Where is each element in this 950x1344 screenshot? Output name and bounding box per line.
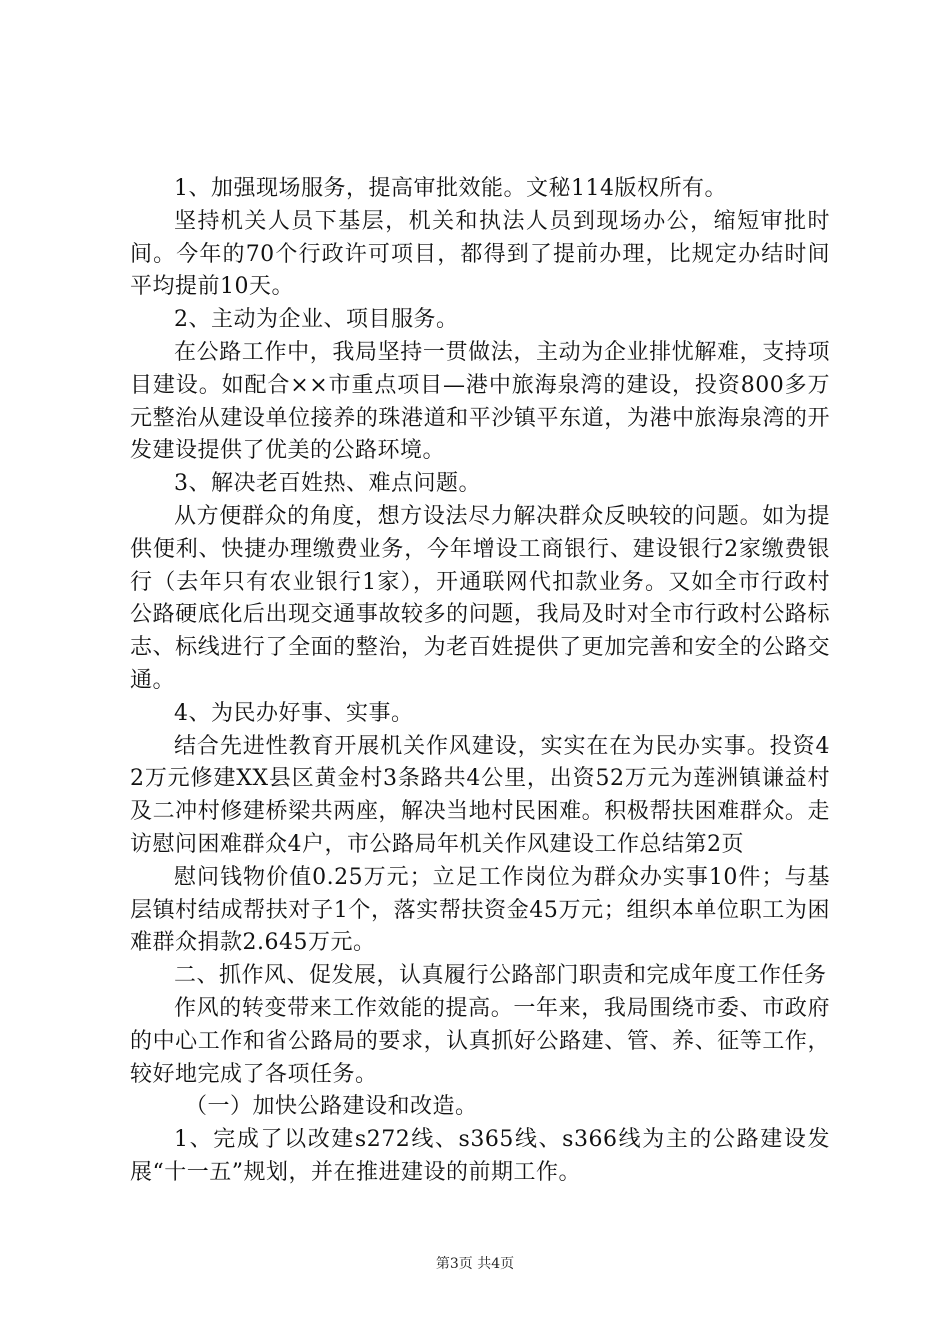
paragraph-4: 在公路工作中，我局坚持一贯做法，主动为企业排忧解难，支持项目建设。如配合××市重点项目—港中旅海泉湾的建设，投资800多万元整治从建设单位接养的珠港道和平沙镇平东道，为港中旅海泉湾的开发建设提供了优美的公路环境。 [130, 339, 830, 464]
paragraph-1: 1、加强现场服务，提高审批效能。文秘114版权所有。 [174, 176, 727, 201]
paragraph-5: 3、解决老百姓热、难点问题。 [174, 471, 481, 497]
document-body [130, 173, 830, 1190]
paragraph-11: 作风的转变带来工作效能的提高。一年来，我局围绕市委、市政府的中心工作和省公路局的要求，认真抓好公路建、管、养、征等工作，较好地完成了各项任务。 [130, 995, 830, 1087]
paragraph-13: 1、完成了以改建s272线、s365线、s366线为主的公路建设发展“十一五”规划，并在推进建设的前期工作。 [130, 1127, 830, 1185]
paragraph-12: （一）加快公路建设和改造。 [185, 1094, 478, 1120]
paragraph-7: 4、为民办好事、实事。 [174, 700, 414, 726]
paragraph-8: 结合先进性教育开展机关作风建设，实实在在为民办实事。投资42万元修建XX县区黄金村3条路共4公里，出资52万元为莲洲镇谦益村及二冲村修建桥梁共两座，解决当地村民困难。积极帮扶困难群众。走访慰问困难群众4户，市公路局年机关作风建设工作总结第2页 [130, 733, 830, 857]
paragraph-6: 从方便群众的角度，想方设法尽力解决群众反映较的问题。如为提供便利、快捷办理缴费业务，今年增设工商银行、建设银行2家缴费银行（去年只有农业银行1家），开通联网代扣款业务。又如全市行政村公路硬底化后出现交通事故较多的问题，我局及时对全市行政村公路标志、标线进行了全面的整治，为老百姓提供了更加完善和安全的公路交通。 [130, 503, 830, 693]
page-number: 第3页 共4页 [435, 1256, 515, 1272]
paragraph-2: 坚持机关人员下基层，机关和执法人员到现场办公，缩短审批时间。今年的70个行政许可项目，都得到了提前办理，比规定办结时间平均提前10天。 [130, 208, 830, 300]
paragraph-3: 2、主动为企业、项目服务。 [174, 307, 459, 333]
page-footer [0, 1253, 950, 1273]
paragraph-9: 慰问钱物价值0.25万元；立足工作岗位为群众办实事10件；与基层镇村结成帮扶对子1个，落实帮扶资金45万元；组织本单位职工为困难群众捐款2.645万元。 [130, 864, 830, 956]
paragraph-10: 二、抓作风、促发展，认真履行公路部门职责和完成年度工作任务 [174, 963, 827, 989]
